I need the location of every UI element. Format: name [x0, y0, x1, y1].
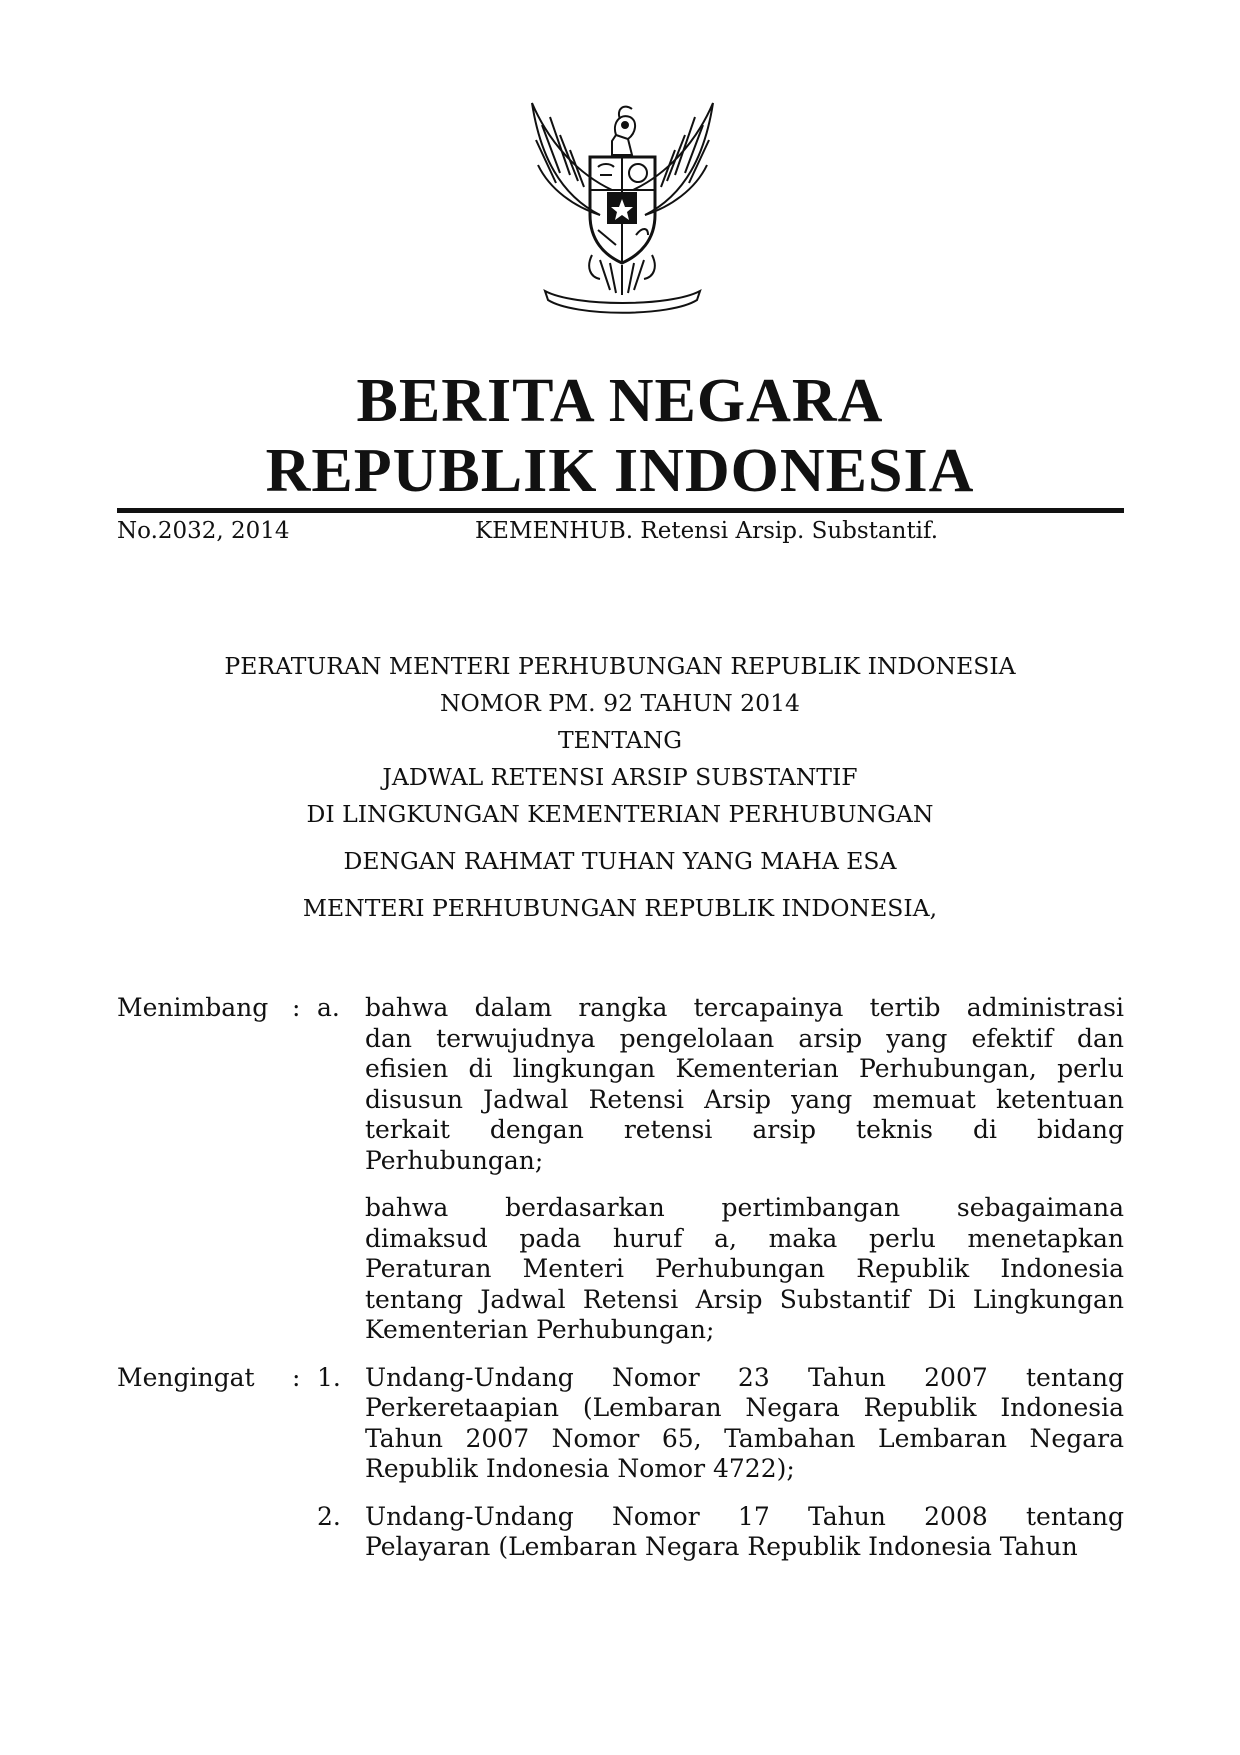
text-line: terkait dengan retensi arsip teknis di bidang	[365, 1115, 1124, 1144]
text-line: dan terwujudnya pengelolaan arsip yang efektif dan	[365, 1023, 1124, 1053]
issue-summary: KEMENHUB. Retensi Arsip. Substantif.	[475, 518, 939, 544]
text-line: Perhubungan;	[365, 1145, 544, 1175]
invocation: DENGAN RAHMAT TUHAN YANG MAHA ESA	[343, 847, 897, 875]
text-line: bahwa berdasarkan pertimbangan sebagaimana	[365, 1193, 1124, 1222]
issue-number: No.2032, 2014	[117, 518, 290, 544]
masthead-title-line1: BERITA NEGARA	[356, 367, 884, 435]
label-colon: :	[292, 1362, 301, 1392]
garuda-pancasila-emblem	[520, 95, 725, 320]
item-text	[365, 1502, 1124, 1563]
title-line: NOMOR PM. 92 TAHUN 2014	[439, 689, 800, 717]
mengingat-item-2	[117, 1502, 1124, 1563]
title-line: PERATURAN MENTERI PERHUBUNGAN REPUBLIK INDONESIA	[224, 652, 1016, 680]
item-number: 1.	[317, 1362, 341, 1392]
text-line: Kementerian Perhubungan;	[365, 1315, 715, 1344]
item-text	[365, 993, 1124, 1176]
item-text	[365, 1363, 1124, 1485]
menimbang-item-a	[117, 993, 1124, 1176]
title-line: JADWAL RETENSI ARSIP SUBSTANTIF	[382, 763, 858, 791]
menimbang-label: Menimbang	[117, 993, 269, 1022]
text-line: Undang-Undang Nomor 17 Tahun 2008 tentang	[365, 1501, 1124, 1531]
text-line: Republik Indonesia Nomor 4722);	[365, 1454, 795, 1483]
regulation-body	[117, 993, 1124, 1563]
mengingat-item-1	[117, 1363, 1124, 1485]
text-line: disusun Jadwal Retensi Arsip yang memuat ketentuan	[365, 1084, 1124, 1114]
text-line: dimaksud pada huruf a, maka perlu menetapkan	[365, 1223, 1124, 1253]
text-line: Tahun 2007 Nomor 65, Tambahan Lembaran Negara	[365, 1423, 1124, 1453]
text-line: tentang Jadwal Retensi Arsip Substantif Di Lingkungan	[365, 1284, 1124, 1314]
text-line: efisien di lingkungan Kementerian Perhubungan, perlu	[365, 1054, 1124, 1083]
garuda-emblem-icon	[520, 95, 725, 320]
masthead	[0, 367, 1240, 505]
masthead-title-line2: REPUBLIK INDONESIA	[265, 437, 975, 505]
masthead-divider	[117, 508, 1124, 513]
text-line: Undang-Undang Nomor 23 Tahun 2007 tentang	[365, 1362, 1124, 1392]
item-number: 2.	[317, 1501, 341, 1531]
menimbang-item-b	[117, 1193, 1124, 1346]
text-line: Perkeretaapian (Lembaran Negara Republik Indonesia	[365, 1393, 1124, 1422]
title-line: DI LINGKUNGAN KEMENTERIAN PERHUBUNGAN	[306, 800, 934, 828]
text-line: bahwa dalam rangka tercapainya tertib administrasi	[365, 993, 1124, 1022]
title-line: TENTANG	[557, 726, 683, 754]
item-number	[317, 1193, 365, 1346]
text-line: Peraturan Menteri Perhubungan Republik Indonesia	[365, 1254, 1124, 1283]
label-colon: :	[292, 993, 301, 1022]
regulation-title	[0, 648, 1240, 927]
text-line: Pelayaran (Lembaran Negara Republik Indonesia Tahun	[365, 1532, 1078, 1561]
issuer: MENTERI PERHUBUNGAN REPUBLIK INDONESIA,	[302, 894, 938, 922]
item-text	[365, 1193, 1124, 1346]
item-number: a.	[317, 993, 340, 1022]
mengingat-label: Mengingat	[117, 1362, 255, 1392]
